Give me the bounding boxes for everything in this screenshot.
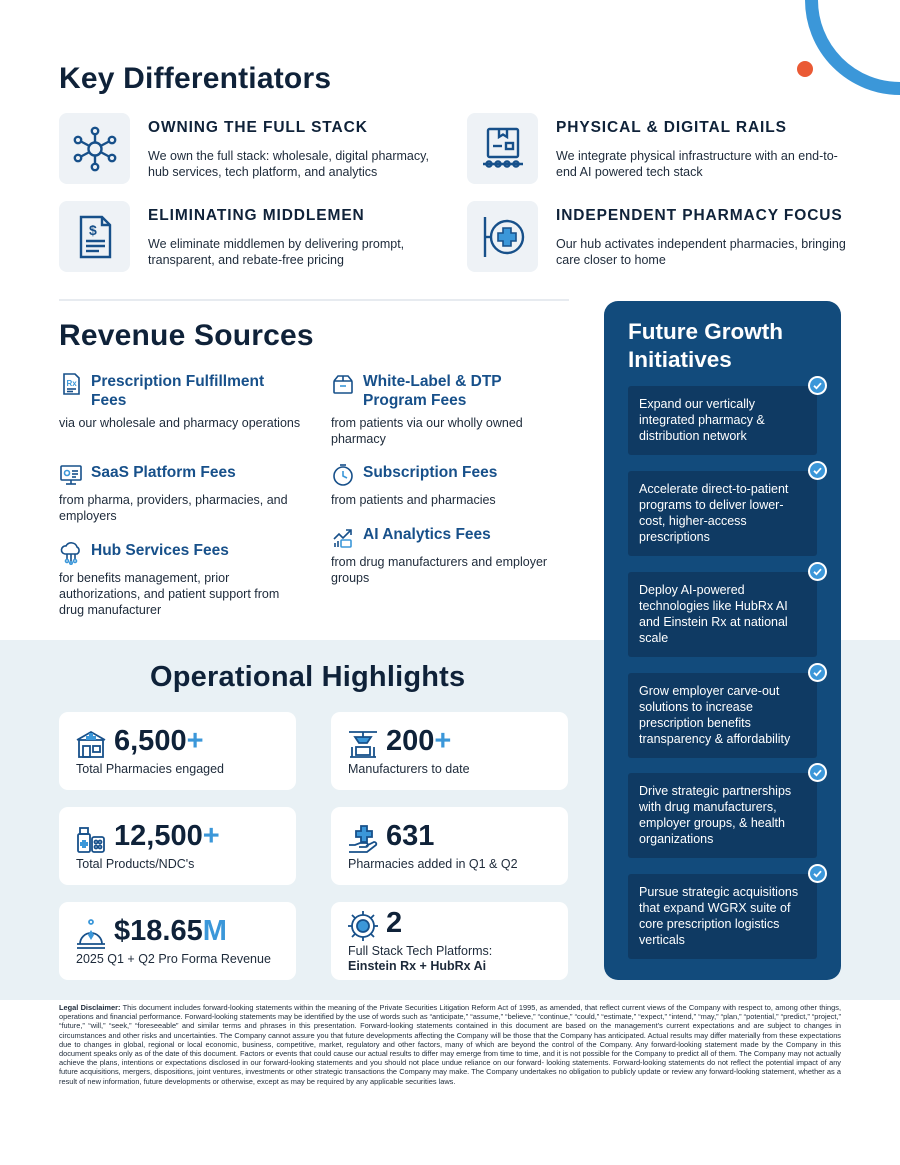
revenue-title: SaaS Platform Fees: [91, 464, 236, 481]
svg-text:Rx: Rx: [66, 379, 77, 388]
revenue-description: for benefits management, prior authorizations, and patient support from drug manufacturer: [59, 571, 280, 617]
differentiator-middlemen: [59, 201, 459, 276]
stat-label: Pharmacies added in Q1 & Q2: [348, 857, 518, 871]
stat-value: 6,500+: [114, 725, 204, 757]
revenue-description: from patients and pharmacies: [331, 493, 496, 507]
decorative-arc: [805, 0, 900, 95]
revenue-description: via our wholesale and pharmacy operations: [59, 416, 301, 430]
revenue-title: AI Analytics Fees: [363, 526, 491, 543]
tech-chip-icon: [347, 910, 379, 942]
differentiator-description: We own the full stack: wholesale, digital pharmacy, hub services, tech platform, and analytics: [148, 149, 429, 179]
pharmacy-building-icon: [75, 728, 107, 760]
differentiator-title: INDEPENDENT PHARMACY FOCUS: [556, 207, 843, 224]
growth-item: Drive strategic partnerships with drug manufacturers, employer groups, & health organizations: [628, 773, 817, 858]
stat-value: 2: [386, 907, 403, 939]
growth-item: Accelerate direct-to-patient programs to deliver lower-cost, higher-access prescriptions: [628, 471, 817, 556]
prescription-icon: [59, 372, 83, 396]
operational-highlights-title: Operational Highlights: [150, 661, 466, 693]
pharmacy-sign-icon: [467, 201, 538, 272]
hand-cross-icon: [347, 823, 379, 855]
stat-card-manufacturers: [331, 712, 568, 790]
svg-text:$: $: [88, 221, 97, 238]
decorative-dot: [797, 61, 813, 77]
stat-card-pharmacies-added: [331, 807, 568, 885]
saas-monitor-icon: [59, 463, 83, 487]
stat-label: Total Products/NDC's: [76, 857, 195, 871]
stat-label: Total Pharmacies engaged: [76, 762, 225, 776]
revenue-ai-analytics: [331, 525, 581, 590]
revenue-hub-services: [59, 541, 309, 621]
section-divider: [59, 299, 569, 301]
differentiator-rails: [467, 113, 867, 188]
future-growth-title: Future Growth Initiatives: [628, 319, 783, 372]
revenue-saas: [59, 463, 309, 523]
stat-card-tech-platforms: [331, 902, 568, 980]
differentiator-full-stack: [59, 113, 459, 188]
revenue-white-label: [331, 372, 581, 447]
growth-item: Deploy AI-powered technologies like HubRx AI and Einstein Rx at national scale: [628, 572, 817, 657]
manufacturer-icon: [347, 728, 379, 760]
ai-analytics-icon: [331, 525, 355, 549]
box-icon: [331, 372, 355, 396]
revenue-description: from pharma, providers, pharmacies, and employers: [59, 493, 288, 523]
stat-value: 631: [386, 820, 435, 852]
network-hub-icon: [59, 113, 130, 184]
differentiator-description: We eliminate middlemen by delivering prompt, transparent, and rebate-free pricing: [148, 237, 405, 267]
stat-label: Manufacturers to date: [348, 762, 470, 776]
revenue-prescription: [59, 372, 309, 447]
revenue-title: Subscription Fees: [363, 464, 498, 481]
revenue-sources-title: Revenue Sources: [59, 319, 314, 352]
check-icon: [808, 864, 827, 883]
differentiator-description: We integrate physical infrastructure with an end-to-end AI powered tech stack: [556, 149, 838, 179]
stat-value: $18.65M: [114, 915, 227, 947]
key-differentiators-title: Key Differentiators: [59, 62, 332, 95]
revenue-title: Prescription Fulfillment Fees: [91, 373, 265, 409]
check-icon: [808, 376, 827, 395]
stat-card-products: [59, 807, 296, 885]
check-icon: [808, 763, 827, 782]
differentiator-title: PHYSICAL & DIGITAL RAILS: [556, 119, 787, 136]
growth-item: Pursue strategic acquisitions that expand WGRX suite of core prescription logistics verticals: [628, 874, 817, 959]
stat-label: Full Stack Tech Platforms: Einstein Rx + HubRx Ai: [348, 944, 493, 973]
stat-card-pharmacies: [59, 712, 296, 790]
revenue-description: from drug manufacturers and employer groups: [331, 555, 548, 585]
stat-label: 2025 Q1 + Q2 Pro Forma Revenue: [76, 952, 271, 966]
products-icon: [75, 823, 107, 855]
stat-value: 12,500+: [114, 820, 220, 852]
revenue-title: White-Label & DTP Program Fees: [363, 373, 502, 409]
package-conveyor-icon: [467, 113, 538, 184]
check-icon: [808, 461, 827, 480]
differentiator-title: OWNING THE FULL STACK: [148, 119, 368, 136]
revenue-bell-icon: [75, 918, 107, 950]
cloud-network-icon: [59, 541, 83, 565]
stat-value: 200+: [386, 725, 452, 757]
growth-item: Grow employer carve-out solutions to increase prescription benefits transparency & affordability: [628, 673, 817, 758]
revenue-description: from patients via our wholly owned pharmacy: [331, 416, 523, 446]
subscription-clock-icon: [331, 463, 355, 487]
legal-disclaimer: Legal Disclaimer: This document includes forward-looking statements within the meaning of the Private Securities Litigation Reform Act of 1995, as amended, that reflect current views of the Company with respect to, among other things, operations and financial performance. Forward-looking statements may be identified by the use of words such as “anticipate,” “assume,” “believe,” “continue,” “could,” “estimate,” “expect,” “intend,” “may,” “plan,” “potential,” “predict,” “project,” “future,” “will,” “seek,” “foreseeable” and similar terms and phrases in this presentation. Forward-looking statements contained in this document are based on the management’s current expectations and are subject to changes in circumstances and other risks and uncertainties. The Company cannot assure you that future developments affecting the Company will be those that the Company has anticipated. Actual results may differ materially from these expectations due to changes in global, regional or local economic, business, competitive, market, regulatory and other factors, many of which are beyond the control of the Company. Any forward-looking statement made by the Company in this document speaks only as of the date of this document. Factors or events that could cause our actual results to differ may emerge from time to time, and it is not possible for the Company to predict all of them. The Company may not actually achieve the plans, intentions or expectations disclosed in our forward-looking statements and you should not place undue reliance on our forward- looking statements. Forward-looking statements do not reflect the potential impact of any future acquisitions, mergers, dispositions, joint ventures, investments or other strategic transactions the Company may make. The Company undertakes no obligation to publicly update or review any forward-looking statement, whether as a result of new information, future developments or otherwise, except as may be required by any applicable securities laws.: [59, 1003, 841, 1086]
invoice-dollar-icon: [59, 201, 130, 272]
revenue-subscription: [331, 463, 581, 513]
check-icon: [808, 663, 827, 682]
check-icon: [808, 562, 827, 581]
growth-item: Expand our vertically integrated pharmacy & distribution network: [628, 386, 817, 455]
differentiator-independent: [467, 201, 867, 276]
revenue-title: Hub Services Fees: [91, 542, 229, 559]
differentiator-description: Our hub activates independent pharmacies, bringing care closer to home: [556, 237, 846, 267]
stat-card-revenue: [59, 902, 296, 980]
differentiator-title: ELIMINATING MIDDLEMEN: [148, 207, 365, 224]
